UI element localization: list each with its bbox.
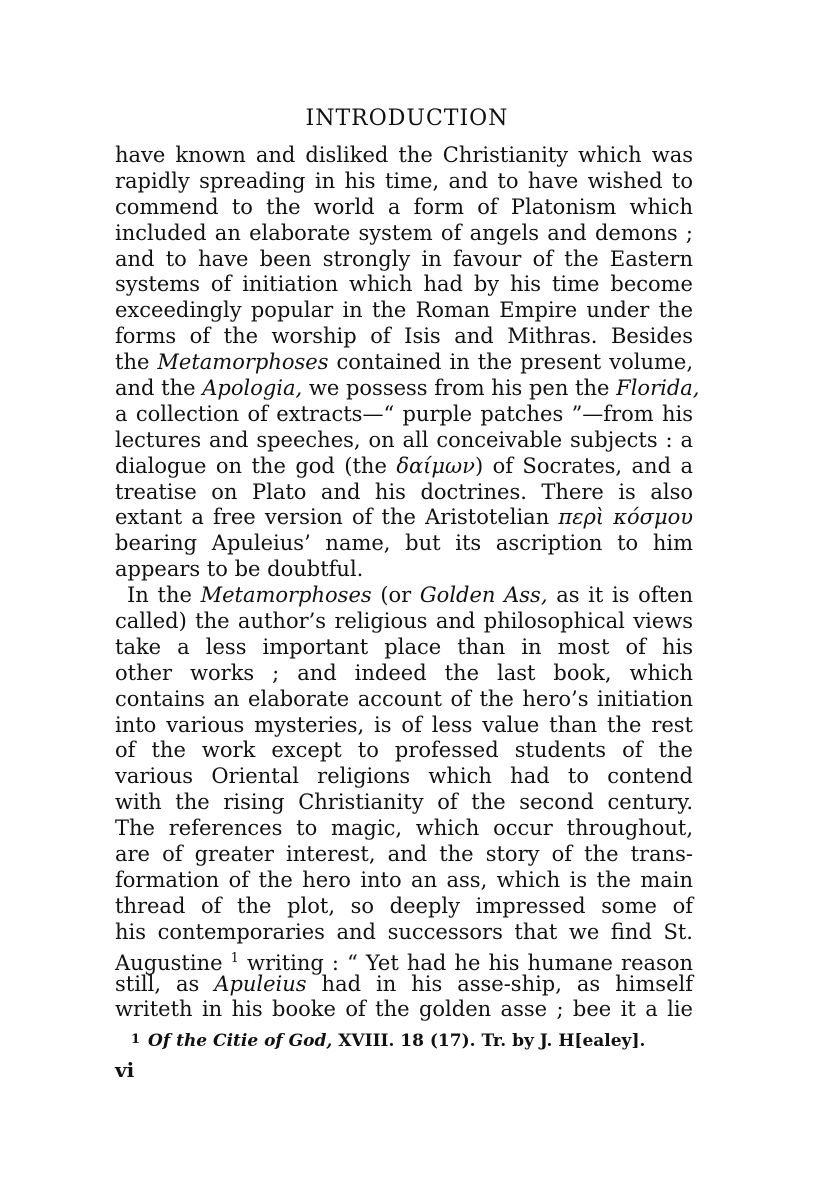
greek-phrase: περὶ κόσμου: [558, 505, 694, 530]
text-line: lectures and speeches, on all conceivable subjects : a: [115, 427, 693, 452]
footnote-number: 1: [131, 1032, 141, 1047]
greek-word: δαίμων: [396, 453, 475, 478]
text-line: take a less important place than in most of his: [115, 634, 693, 659]
text-line: systems of initiation which had by his time become: [115, 272, 693, 297]
text-line: and to have been strongly in favour of the Eastern: [115, 246, 693, 271]
text-line: treatise on Plato and his doctrines. There is also: [115, 479, 693, 504]
body-text: [115, 143, 700, 1023]
running-head: INTRODUCTION: [305, 106, 509, 131]
text-line: exceedingly popular in the Roman Empire under the: [115, 298, 693, 323]
text-line: formation of the hero into an ass, which is the main: [115, 867, 693, 892]
italic-title: Apologia,: [202, 376, 303, 401]
text-line: Augustine $^1$ writing : “ Yet had he his humane reason: [115, 950, 693, 975]
footnote-title: Of the Citie of God,: [148, 1031, 333, 1051]
text-line: the Metamorphoses contained in the present volume,: [115, 350, 693, 375]
italic-title: Golden Ass,: [419, 583, 548, 608]
text-line: with the rising Christianity of the second century.: [115, 790, 693, 815]
text-line: into various mysteries, is of less value than the rest: [115, 712, 693, 737]
text-line: forms of the worship of Isis and Mithras. Besides: [115, 324, 693, 349]
text-line: of the work except to professed students of the: [115, 738, 693, 763]
italic-title: Metamorphoses: [200, 583, 372, 608]
text-line: included an elaborate system of angels and demons ;: [115, 220, 693, 245]
text-line: contains an elaborate account of the hero’s initiation: [115, 686, 693, 711]
text-line: still, as Apuleius had in his asse-ship, as himself: [115, 971, 694, 996]
page-number: vi: [115, 1058, 135, 1082]
text-line: appears to be doubtful.: [115, 557, 364, 582]
text-line: a collection of extracts—“ purple patches ”—from his: [115, 401, 693, 426]
footnote-text: XVIII. 18 (17). Tr. by J. H[ealey].: [332, 1031, 646, 1051]
text-line: rapidly spreading in his time, and to have wished to: [115, 168, 693, 193]
text-line: writeth in his booke of the golden asse ; bee it a lie: [115, 997, 693, 1022]
text-line: thread of the plot, so deeply impressed some of: [115, 893, 693, 918]
footnote-reference: 1: [230, 950, 239, 966]
text-line: commend to the world a form of Platonism which: [115, 194, 693, 219]
text-line: The references to magic, which occur throughout,: [115, 816, 693, 841]
text-line: have known and disliked the Christianity which was: [115, 143, 693, 167]
text-line: other works ; and indeed the last book, which: [115, 660, 693, 685]
italic-title: Metamorphoses: [157, 350, 329, 375]
italic-name: Apuleius: [214, 971, 307, 996]
text-line: extant a free version of the Aristotelian περὶ κόσμου: [115, 505, 694, 530]
text-line: dialogue on the god (the δαίμων) of Socrates, and a: [115, 453, 693, 478]
text-line: called) the author’s religious and philosophical views: [115, 609, 693, 634]
footnote: [131, 1031, 645, 1051]
italic-title: Florida,: [616, 376, 700, 401]
text-line: and the Apologia, we possess from his pen the Florida,: [115, 376, 700, 401]
text-line: various Oriental religions which had to contend: [115, 764, 693, 789]
text-line: his contemporaries and successors that we find St.: [115, 919, 693, 944]
text-line: bearing Apuleius’ name, but its ascription to him: [115, 531, 693, 556]
text-line: are of greater interest, and the story of the trans-: [115, 842, 693, 867]
text-line: In the Metamorphoses (or Golden Ass, as it is often: [127, 583, 693, 608]
